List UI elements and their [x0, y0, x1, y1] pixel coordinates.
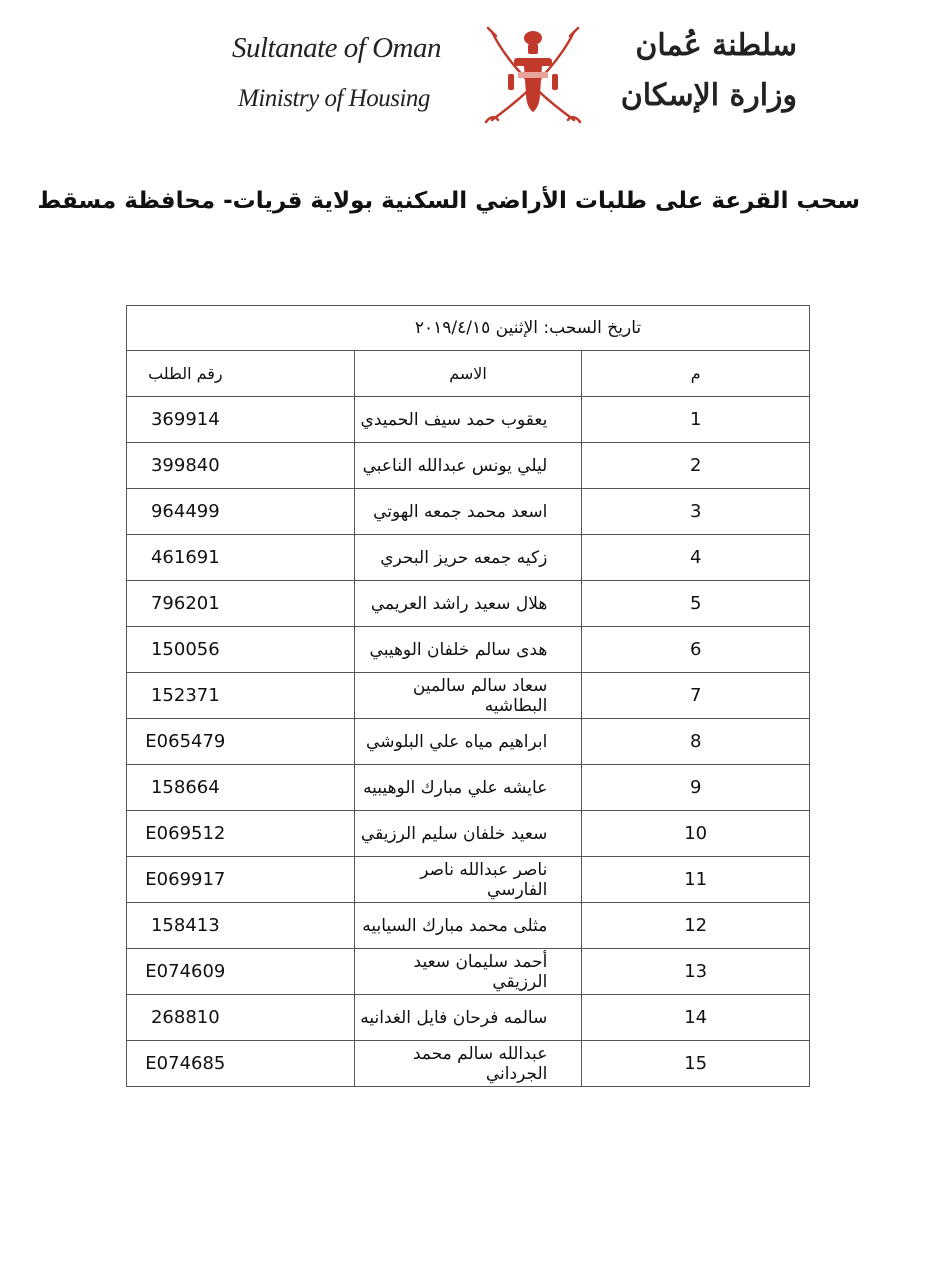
draw-date-row	[127, 306, 810, 351]
row-name: مثلى محمد مبارك السيابيه	[354, 903, 582, 949]
row-name: هلال سعيد راشد العريمي	[354, 581, 582, 627]
row-name: أحمد سليمان سعيد الرزيقي	[354, 949, 582, 995]
row-num: 9	[582, 765, 810, 811]
row-request: 399840	[127, 443, 355, 489]
row-request: E065479	[127, 719, 355, 765]
table-row	[127, 397, 810, 443]
row-request: 964499	[127, 489, 355, 535]
row-num: 13	[582, 949, 810, 995]
table-row	[127, 719, 810, 765]
table-row	[127, 673, 810, 719]
table-row	[127, 765, 810, 811]
row-request: E074685	[127, 1041, 355, 1087]
row-name: ابراهيم مياه علي البلوشي	[354, 719, 582, 765]
row-request: E069512	[127, 811, 355, 857]
row-request: 369914	[127, 397, 355, 443]
header-request: رقم الطلب	[127, 351, 355, 397]
row-name: عايشه علي مبارك الوهيبيه	[354, 765, 582, 811]
table-row	[127, 949, 810, 995]
row-num: 14	[582, 995, 810, 1041]
row-num: 8	[582, 719, 810, 765]
ministry-name-en: Ministry of Housing	[238, 85, 430, 112]
row-name: سعاد سالم سالمين البطاشيه	[354, 673, 582, 719]
draw-date: تاريخ السحب: الإثنين ٢٠١٩/٤/١٥	[127, 306, 810, 351]
row-name: سعيد خلفان سليم الرزيقي	[354, 811, 582, 857]
row-request: 461691	[127, 535, 355, 581]
row-num: 10	[582, 811, 810, 857]
document-title: سحب القرعة على طلبات الأراضي السكنية بولاية قريات- محافظة مسقط	[37, 188, 860, 214]
letterhead	[0, 0, 947, 160]
row-name: سالمه فرحان فايل الغدانيه	[354, 995, 582, 1041]
oman-emblem-icon	[478, 24, 588, 128]
row-name: ناصر عبدالله ناصر الفارسي	[354, 857, 582, 903]
row-num: 5	[582, 581, 810, 627]
row-num: 12	[582, 903, 810, 949]
row-name: هدى سالم خلفان الوهيبي	[354, 627, 582, 673]
row-num: 15	[582, 1041, 810, 1087]
row-num: 11	[582, 857, 810, 903]
row-name: يعقوب حمد سيف الحميدي	[354, 397, 582, 443]
table-row	[127, 995, 810, 1041]
table-row	[127, 627, 810, 673]
row-request: 796201	[127, 581, 355, 627]
row-num: 7	[582, 673, 810, 719]
row-request: 268810	[127, 995, 355, 1041]
table-row	[127, 903, 810, 949]
header-num: م	[582, 351, 810, 397]
header-name: الاسم	[354, 351, 582, 397]
draw-results-table	[126, 305, 810, 1087]
ministry-name-ar: وزارة الإسكان	[620, 78, 797, 113]
row-name: ليلي يونس عبدالله الناعبي	[354, 443, 582, 489]
table-row	[127, 581, 810, 627]
row-name: اسعد محمد جمعه الهوتي	[354, 489, 582, 535]
table-row	[127, 443, 810, 489]
table-row	[127, 489, 810, 535]
row-request: 158664	[127, 765, 355, 811]
row-num: 6	[582, 627, 810, 673]
table-header-row	[127, 351, 810, 397]
table-row	[127, 1041, 810, 1087]
row-num: 1	[582, 397, 810, 443]
org-name-en: Sultanate of Oman	[232, 32, 441, 64]
row-num: 4	[582, 535, 810, 581]
row-request: 150056	[127, 627, 355, 673]
row-request: E069917	[127, 857, 355, 903]
table-row	[127, 535, 810, 581]
row-request: 158413	[127, 903, 355, 949]
table-row	[127, 857, 810, 903]
row-request: E074609	[127, 949, 355, 995]
row-name: عبدالله سالم محمد الجرداني	[354, 1041, 582, 1087]
row-request: 152371	[127, 673, 355, 719]
table-row	[127, 811, 810, 857]
row-num: 2	[582, 443, 810, 489]
org-name-ar: سلطنة عُمان	[635, 28, 797, 63]
row-name: زكيه جمعه حريز البحري	[354, 535, 582, 581]
row-num: 3	[582, 489, 810, 535]
